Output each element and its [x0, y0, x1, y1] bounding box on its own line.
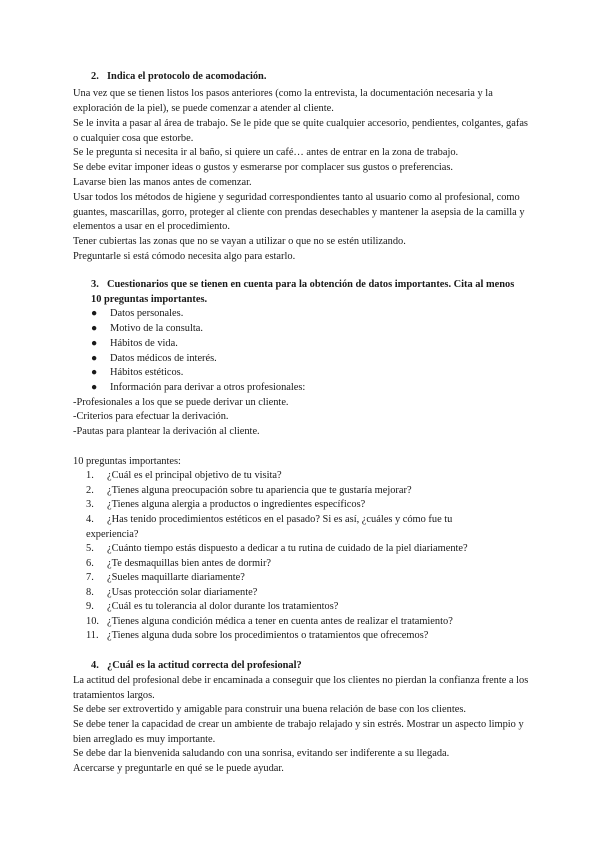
section-4-number: 4. — [91, 660, 99, 671]
question-item: 6. ¿Te desmaquillas bien antes de dormir? — [86, 558, 272, 569]
question-item: 5. ¿Cuánto tiempo estás dispuesto a dedicar a tu rutina de cuidado de la piel diariamente? — [86, 543, 468, 554]
question-item: 11. ¿Tienes alguna duda sobre los procedimientos o tratamientos que ofrecemos? — [86, 630, 429, 641]
question-item: 8. ¿Usas protección solar diariamente? — [86, 587, 258, 598]
questions-label: 10 preguntas importantes: — [73, 456, 181, 467]
s4-paragraph-3: Se debe tener la capacidad de crear un ambiente de trabajo relajado y sin estrés. Mostrar un aspecto limpio y bien arreglado es muy importante. — [73, 719, 524, 745]
section-4-heading — [91, 659, 521, 674]
question-item: 2. ¿Tienes alguna preocupación sobre tu apariencia que te gustaría mejorar? — [86, 485, 412, 496]
s2-paragraph-6: Usar todos los métodos de higiene y seguridad correspondientes tanto al usuario como al profesional, como guantes, mascarillas, gorro, proteger al cliente con prendas desechables y mantener la asepsia de la camilla y elementos a usar en el procedimiento. — [73, 192, 525, 233]
bullet-icon: ● — [91, 353, 98, 364]
section-3-number: 3. — [91, 279, 99, 290]
section-3-title: Cuestionarios que se tienen en cuenta para la obtención de datos importantes. Cita al menos 10 preguntas importantes. — [91, 279, 515, 305]
dash-item-3: -Pautas para plantear la derivación al cliente. — [73, 426, 260, 437]
s2-paragraph-5: Lavarse bien las manos antes de comenzar. — [73, 177, 252, 188]
s2-paragraph-1: Una vez que se tienen listos los pasos anteriores (como la entrevista, la documentación necesaria y la exploración de la piel), se puede comenzar a atender al cliente. — [73, 88, 493, 114]
bullet-item: ● Hábitos de vida. — [91, 337, 511, 352]
s4-paragraph-4: Se debe dar la bienvenida saludando con una sonrisa, evitando ser indiferente a su llegada. — [73, 748, 450, 759]
question-item: 1. ¿Cuál es el principal objetivo de tu visita? — [86, 470, 282, 481]
s4-paragraph-2: Se debe ser extrovertido y amigable para construir una buena relación de base con los clientes. — [73, 704, 466, 715]
question-item: 9. ¿Cuál es tu tolerancia al dolor durante los tratamientos? — [86, 601, 339, 612]
dash-item-1: -Profesionales a los que se puede derivar un cliente. — [73, 397, 289, 408]
s4-paragraph-1: La actitud del profesional debe ir encaminada a conseguir que los clientes no pierdan la confianza frente a los tratamientos largos. — [73, 675, 529, 701]
dash-item-2: -Criterios para efectuar la derivación. — [73, 411, 229, 422]
section-2-title: Indica el protocolo de acomodación. — [107, 71, 267, 82]
s2-paragraph-4: Se debe evitar imponer ideas o gustos y esmerarse por complacer sus gustos o preferencias. — [73, 162, 454, 173]
section-3-heading — [91, 278, 523, 307]
question-item: 10. ¿Tienes alguna condición médica a tener en cuenta antes de realizar el tratamiento? — [86, 616, 453, 627]
bullet-item: ● Motivo de la consulta. — [91, 322, 511, 337]
s2-paragraph-2: Se le invita a pasar al área de trabajo. Se le pide que se quite cualquier accesorio, pendientes, colgantes, gafas o cualquier cosa que estorbe. — [73, 118, 528, 144]
question-item: 4. ¿Has tenido procedimientos estéticos en el pasado? Si es así, ¿cuáles y cómo fue tu experiencia? — [86, 514, 453, 540]
bullet-icon: ● — [91, 367, 98, 378]
bullet-item: ● Datos médicos de interés. — [91, 352, 511, 367]
question-item: 3. ¿Tienes alguna alergia a productos o ingredientes específicos? — [86, 499, 366, 510]
bullet-icon: ● — [91, 323, 98, 334]
section-2-heading — [91, 70, 521, 85]
bullet-icon: ● — [91, 338, 98, 349]
s2-paragraph-7: Tener cubiertas las zonas que no se vayan a utilizar o que no se estén utilizando. — [73, 236, 406, 247]
section-2-number: 2. — [91, 71, 99, 82]
s2-paragraph-3: Se le pregunta si necesita ir al baño, si quiere un café… antes de entrar en la zona de trabajo. — [73, 147, 459, 158]
s2-paragraph-8: Preguntarle si está cómodo necesita algo para estarlo. — [73, 251, 296, 262]
bullet-item: ● Hábitos estéticos. — [91, 366, 511, 381]
question-item: 7. ¿Sueles maquillarte diariamente? — [86, 572, 245, 583]
s4-paragraph-5: Acercarse y preguntarle en qué se le puede ayudar. — [73, 763, 284, 774]
bullet-item: ● Datos personales. — [91, 307, 511, 322]
bullet-icon: ● — [91, 308, 98, 319]
bullet-item: ● Información para derivar a otros profesionales: — [91, 381, 511, 396]
section-4-title: ¿Cuál es la actitud correcta del profesional? — [107, 660, 302, 671]
bullet-icon: ● — [91, 382, 98, 393]
